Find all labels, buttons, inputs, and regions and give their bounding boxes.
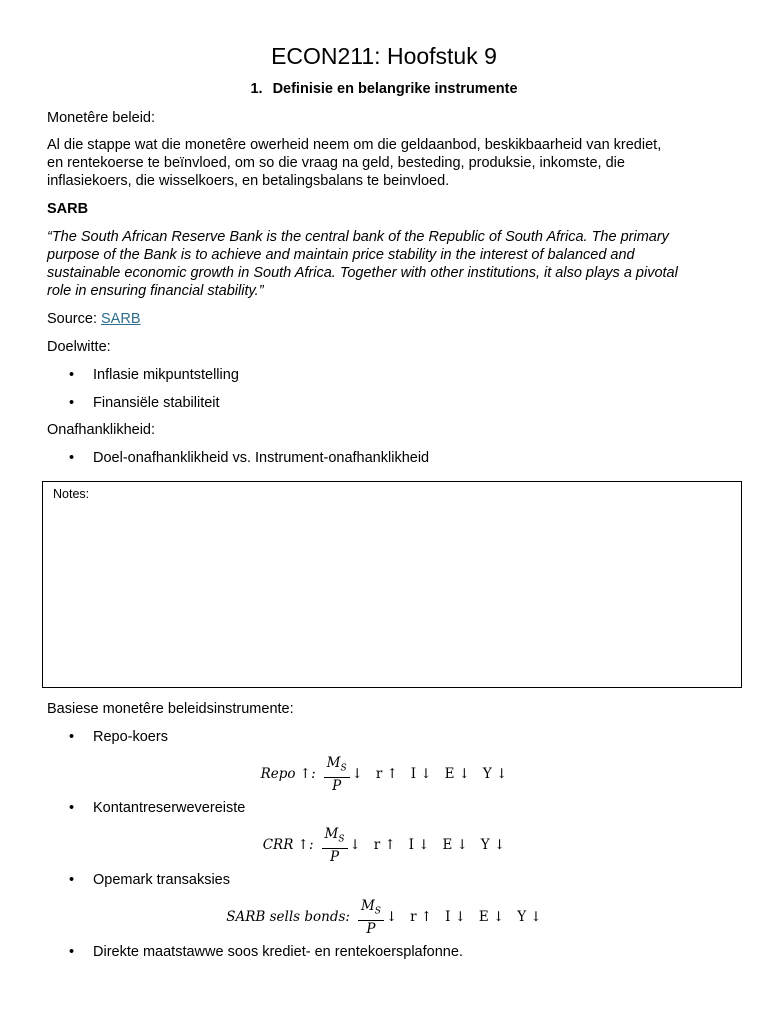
- money-supply-fraction: $\frac{M_S}{P}$: [322, 826, 348, 865]
- bullet-marker: •: [69, 800, 75, 816]
- bullet-marker: •: [69, 729, 75, 745]
- equation-lhs: SARB sells bonds:: [226, 909, 350, 926]
- bullet-marker: •: [69, 450, 75, 466]
- instruments-label: Basiese monetêre beleidsinstrumente:: [47, 701, 294, 717]
- sarb-source-link[interactable]: SARB: [101, 311, 141, 327]
- notes-box[interactable]: [42, 481, 742, 688]
- bullet-marker: •: [69, 944, 75, 960]
- independence-item: Doel-onafhanklikheid vs. Instrument-onafhanklikheid: [93, 450, 430, 466]
- definition-line: Al die stappe wat die monetêre owerheid neem om die geldaanbod, beskikbaarheid van krediet,: [47, 137, 662, 153]
- money-supply-fraction: $\frac{M_S}{P}$: [324, 755, 350, 794]
- goals-label: Doelwitte:: [47, 339, 111, 355]
- independence-label: Onafhanklikheid:: [47, 422, 156, 438]
- crr-equation: [0, 826, 768, 865]
- equation-chain: ↓ r ↑ I ↓ E ↓ Y ↓: [349, 837, 506, 854]
- quote-line: purpose of the Bank is to achieve and maintain price stability in the interest of balanced and: [47, 247, 635, 263]
- monetary-policy-label: Monetêre beleid:: [47, 110, 156, 126]
- equation-chain: ↓ r ↑ I ↓ E ↓ Y ↓: [351, 766, 508, 783]
- money-supply-fraction: $\frac{M_S}{P}$: [358, 898, 384, 937]
- bullet-marker: •: [69, 872, 75, 888]
- source-label: Source:: [47, 311, 97, 327]
- quote-line: role in ensuring financial stability.”: [47, 283, 264, 299]
- notes-label: Notes:: [53, 487, 90, 501]
- definition-line: inflasiekoers, die wisselkoers, en betalingsbalans te beinvloed.: [47, 173, 450, 189]
- instrument-item: Direkte maatstawwe soos krediet- en rentekoersplafonne.: [93, 944, 463, 960]
- quote-line: “The South African Reserve Bank is the central bank of the Republic of South Africa. The primary: [47, 229, 669, 245]
- section-heading: [0, 79, 768, 99]
- bullet-marker: •: [69, 367, 75, 383]
- equation-lhs: Repo ↑:: [260, 766, 316, 783]
- source-line: [47, 310, 141, 328]
- equation-lhs: CRR ↑:: [262, 837, 314, 854]
- quote-line: sustainable economic growth in South Africa. Together with other institutions, it also plays a pivotal: [47, 265, 678, 281]
- monetary-policy-definition: [47, 136, 727, 190]
- instrument-item: Repo-koers: [93, 729, 168, 745]
- sarb-heading: SARB: [47, 201, 89, 217]
- goal-item: Finansiële stabiliteit: [93, 395, 220, 411]
- open-market-equation: [0, 898, 768, 937]
- definition-line: en rentekoerse te beïnvloed, om so die vraag na geld, besteding, produksie, inkomste, die: [47, 155, 625, 171]
- section-title: Definisie en belangrike instrumente: [272, 81, 518, 97]
- bullet-marker: •: [69, 395, 75, 411]
- sarb-quote: [47, 228, 727, 300]
- instrument-item: Kontantreserwevereiste: [93, 800, 246, 816]
- instrument-item: Opemark transaksies: [93, 872, 230, 888]
- section-number: 1.: [250, 81, 263, 97]
- repo-equation: [0, 755, 768, 794]
- equation-chain: ↓ r ↑ I ↓ E ↓ Y ↓: [385, 909, 542, 926]
- page-title: ECON211: Hoofstuk 9: [271, 43, 497, 69]
- goal-item: Inflasie mikpuntstelling: [93, 367, 239, 383]
